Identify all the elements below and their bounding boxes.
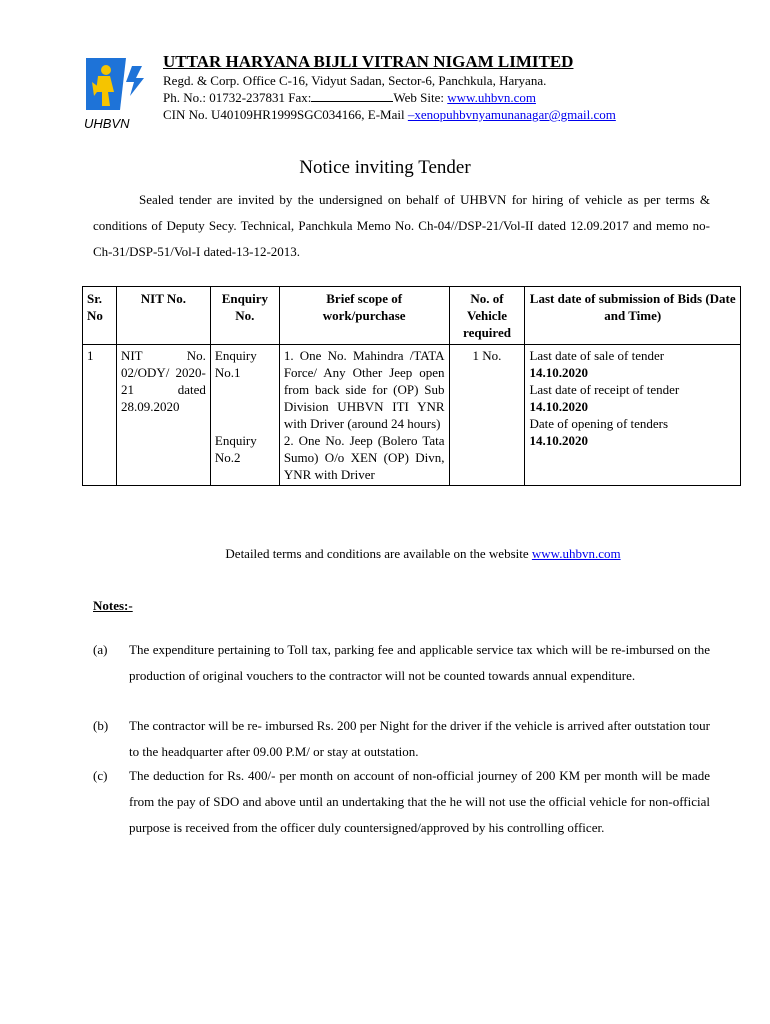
- uhbvn-logo: [80, 52, 152, 132]
- header-vehicles: No. of Vehicle required: [449, 287, 525, 345]
- table-row: [83, 345, 741, 486]
- scope-item-2: 2. One No. Jeep (Bolero Tata Sumo) O/o XEN (OP) Divn, YNR with Driver: [283, 433, 445, 482]
- phone-fax-label: Ph. No.: 01732-237831 Fax:: [163, 90, 312, 105]
- scope-item-1: 1. One No. Mahindra /TATA Force/ Any Other Jeep open from back side for (OP) Sub Division UHBVN ITI YNR with Driver (around 24 hours): [283, 348, 445, 431]
- terms-website-link[interactable]: www.uhbvn.com: [531, 546, 621, 561]
- terms-text: Detailed terms and conditions are available on the website: [225, 546, 532, 561]
- cell-nit: NIT No. 02/ODY/ 2020-21 dated 28.09.2020: [116, 345, 210, 486]
- fax-blank: [311, 89, 393, 102]
- note-label: (c): [93, 768, 108, 783]
- enquiry-1: Enquiry No.1: [214, 348, 257, 380]
- note-a: [93, 637, 710, 689]
- cell-enquiry: [210, 345, 279, 486]
- opening-label: Date of opening of tenders: [529, 416, 669, 431]
- organization-name: UTTAR HARYANA BIJLI VITRAN NIGAM LIMITED: [163, 52, 574, 71]
- note-label: (b): [93, 718, 109, 733]
- opening-date: 14.10.2020: [529, 433, 588, 448]
- intro-paragraph: [93, 187, 710, 265]
- cell-scope: [279, 345, 449, 486]
- notes-heading: Notes:-: [93, 598, 133, 613]
- cell-vehicles: 1 No.: [449, 345, 525, 486]
- header-scope: Brief scope of work/purchase: [279, 287, 449, 345]
- receipt-date: 14.10.2020: [529, 399, 588, 414]
- cin-label: CIN No. U40109HR1999SGC034166, E-Mail: [163, 107, 408, 122]
- note-text: The contractor will be re- imbursed Rs. 200 per Night for the driver if the vehicle is arrived after outstation tour to the headquarter after 09.00 P.M/ or stay at outstation.: [129, 718, 710, 759]
- intro-text: Sealed tender are invited by the undersigned on behalf of UHBVN for hiring of vehicle as per terms & conditions of Deputy Secy. Technical, Panchkula Memo No. Ch-04//DSP-21/Vol-II dated 12.09.2017 and memo no-Ch-31/DSP-51/Vol-I dated-13-12-2013.: [93, 192, 710, 259]
- email-link[interactable]: –xenopuhbvnyamunanagar@gmail.com: [407, 107, 616, 122]
- cin-line: [163, 106, 723, 123]
- page-title: Notice inviting Tender: [299, 157, 471, 178]
- note-b: [93, 713, 710, 765]
- sale-label: Last date of sale of tender: [529, 348, 665, 363]
- address-line: Regd. & Corp. Office C-16, Vidyut Sadan, Sector-6, Panchkula, Haryana.: [163, 73, 547, 88]
- tender-table: [82, 286, 741, 486]
- note-text: The expenditure pertaining to Toll tax, parking fee and applicable service tax which will be re-imbursed on the production of original vouchers to the contractor will not be counted towards annual expenditure.: [129, 642, 710, 683]
- note-c: [93, 763, 710, 841]
- letterhead: [163, 52, 723, 123]
- svg-text:UHBVN: UHBVN: [84, 116, 130, 131]
- cell-last-date: [525, 345, 741, 486]
- table-header-row: [83, 287, 741, 345]
- cell-sr: 1: [83, 345, 117, 486]
- header-sr-no: Sr. No: [83, 287, 117, 345]
- receipt-label: Last date of receipt of tender: [529, 382, 680, 397]
- sale-date: 14.10.2020: [529, 365, 588, 380]
- header-enquiry-no: Enquiry No.: [210, 287, 279, 345]
- terms-line: [0, 546, 770, 562]
- website-label: Web Site:: [393, 90, 448, 105]
- enquiry-2: Enquiry No.2: [214, 433, 257, 465]
- header-last-date: Last date of submission of Bids (Date and Time): [525, 287, 741, 345]
- note-label: (a): [93, 642, 108, 657]
- header-nit-no: NIT No.: [116, 287, 210, 345]
- contact-line: [163, 89, 723, 106]
- note-text: The deduction for Rs. 400/- per month on account of non-official journey of 200 KM per month will be made from the pay of SDO and above until an undertaking that the he will not use the official vehicle for non-official purpose is received from the officer duly countersigned/approved by his controlling officer.: [129, 768, 710, 835]
- website-link[interactable]: www.uhbvn.com: [447, 90, 536, 105]
